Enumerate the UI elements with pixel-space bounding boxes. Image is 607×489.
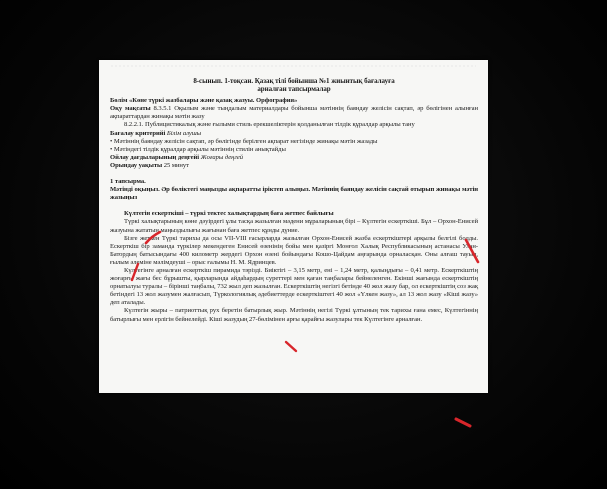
paragraph-4: Күлтегін жыры – патриоттық рух беретін батырлық жыр. Мәтіннің негізі Түркі ұлтының тек тарихы ғана емес, Күлтегіннің батырлығы мен ерлігін бейнелейді. Кіші жазудың 27-бөлімінен арғы қарайғы жазулары тек Күлтегінге арналған.: [110, 307, 478, 323]
criteria-label: Бағалау критерийі: [110, 129, 166, 137]
paragraph-3: Күлтегінге арналған ескерткіш пирамида тәрізді. Биіктігі – 3,15 метр, ені – 1,24 метр, қалыңдығы – 0,41 метр. Ескерткіштің жоғарғы жағы бес бұрышты, қырларында айдаһардың суреттері мен қаған таңбалары бейнеленген. Екінші жағында ескерткіштің орнатылуы туралы – бірінші таңбалы, 732 жыл деп жазылған. Ескерткіштің негізгі бетінде 40 жол жазу бар, ол ескерткіштің соз жақ бетіндегі 13 жол жазумен жалғасып, Түркологиялық әдебиеттерде ескерткіштегі 40 жол «Үлкен жазу», ал 13 жол жазу «Кіші жазу» деп аталады.: [110, 266, 478, 307]
criteria-item-2: • Мәтіндегі тілдік құралдар арқылы мәтіннің стилін анықтайды: [110, 145, 286, 153]
criteria-line: [110, 130, 478, 138]
section-label: Бөлім «Көне түркі жазбалары және қазақ жазуы. Орфография»: [110, 97, 298, 105]
doc-title-line2: арналған тапсырмалар: [257, 85, 331, 94]
document-page: [99, 60, 488, 393]
text-heading: Күлтегін ескерткіші – түркі тектес халықтардың баға жетпес байлығы: [124, 210, 334, 218]
time-value: 25 минут: [162, 161, 189, 169]
learning-goal-2: 8.2.2.1. Публицистикалық және ғылыми стиль ерекшеліктерін қолданылған тілдік құралдар арқылы тану: [124, 121, 415, 129]
skills-label: Ойлау дағдыларының деңгейі: [110, 153, 200, 161]
paragraph-1: Түркі халықтарының көне дәуірдегі ұлы тасқа жазылған мәдени мұраларының бірі – Күлтегін ескерткіші. Бұл – Орхон-Енисей жазуына жататын маңыздылығы жағынан баға жетпес құнды дүние.: [110, 218, 478, 234]
goal-label: Оқу мақсаты: [110, 105, 151, 113]
criteria-item-1: • Мәтіннің баяндау желісін сақтап, әр бөлігінде берілген ақпарат негізінде жинақы мәтін жазады: [110, 137, 378, 145]
page-top-guide: [99, 60, 488, 72]
learning-goal: [110, 105, 478, 121]
paragraph-2: Бізге жеткен Түркі тарихы да осы VII-VIII ғасырларда жазылған Орхон-Енисей жазба ескерткіштері арқылы белгілі болды. Ескерткіш бір заманда түркілер мекендеген Енисей өзенінің бойы мен қазіргі Монғол Халық Республикасының астанасы Улан-Батордың батысындағы 400 километр жердегі Орхон өзені бойындағы Кошо-Цайдам аңғарында орналасқан. Оны алғаш тауып, ғылым әлеміне мәлімдеуші – орыс ғалымы Н. М. Ядринцев.: [110, 234, 478, 266]
goal-text: 8.3.5.1 Оқылым және тыңдалым материалдары бойынша мәтіннің баяндау желісін сақтап, әр бөлігінен алынған ақпараттардан жинақы мәтін жазу: [110, 105, 478, 121]
criteria-value: Білім алушы: [165, 129, 202, 137]
time-line: [110, 162, 478, 170]
skills-value: Жоғары деңгей: [199, 153, 243, 161]
task-heading: 1 тапсырма.: [110, 178, 146, 186]
skills-line: [110, 154, 478, 162]
task-text: Мәтінді оқыңыз. Әр бөліктегі маңызды ақпаратты іріктеп алыңыз. Мәтіннің баяндау желісін сақтай отырып жинақы мәтін жазыңыз: [110, 186, 478, 202]
document-body: [110, 77, 478, 324]
doc-title-line1: 8-сынып. 1-тоқсан. Қазақ тілі бойынша №1 жиынтық бағалауға: [193, 77, 395, 85]
time-label: Орындау уақыты: [110, 161, 163, 169]
